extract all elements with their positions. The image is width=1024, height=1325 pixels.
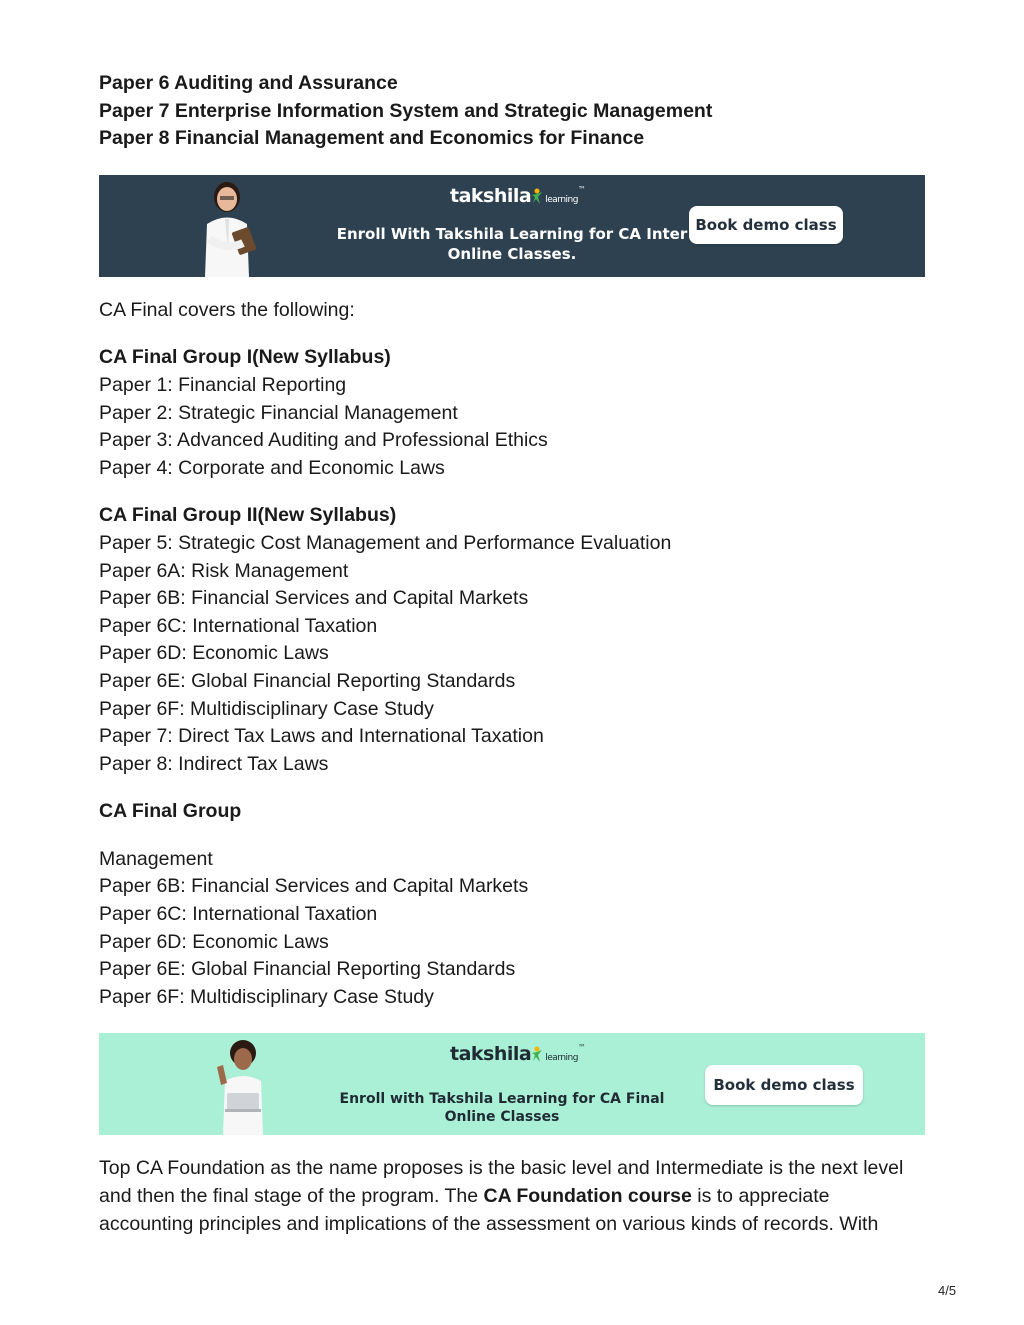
ca-final-enroll-banner[interactable] (99, 1033, 925, 1135)
paper-list-item: Management (99, 847, 213, 870)
paper-list-item: Paper 6C: International Taxation (99, 614, 378, 637)
paper-list-item: Paper 6B: Financial Services and Capital Markets (99, 875, 529, 898)
group-heading: CA Final Group I(New Syllabus) (99, 346, 391, 369)
takshila-logo: takshila learning™ (450, 1043, 586, 1066)
paper-list-item: Paper 8 Financial Management and Economics for Finance (99, 127, 645, 150)
paper-list-item: Paper 7 Enterprise Information System and Strategic Management (99, 99, 713, 122)
takshila-figure-icon (531, 188, 543, 204)
top-paper-list (99, 70, 925, 153)
paper-list-item: Paper 6F: Multidisciplinary Case Study (99, 697, 434, 720)
group-heading: CA Final Group II(New Syllabus) (99, 504, 397, 527)
paper-list-item: Paper 6E: Global Financial Reporting Standards (99, 958, 516, 981)
group2-section (99, 502, 925, 778)
banner-text-line: Online Classes (444, 1109, 560, 1126)
paper-list-item: Paper 6C: International Taxation (99, 903, 378, 926)
banner-text-line: Enroll with Takshila Learning for CA Final (339, 1091, 665, 1108)
banner-text (289, 224, 735, 264)
woman-with-laptop-image (207, 1037, 277, 1135)
paper-list-item: Paper 1: Financial Reporting (99, 373, 347, 396)
paper-list-item: Paper 6A: Risk Management (99, 559, 349, 582)
paper-list-item: Paper 6E: Global Financial Reporting Standards (99, 669, 516, 692)
ca-foundation-course-link[interactable]: CA Foundation course (483, 1185, 692, 1208)
paper-list-item: Paper 6F: Multidisciplinary Case Study (99, 985, 434, 1008)
paper-list-item: Paper 6D: Economic Laws (99, 930, 329, 953)
document-page (99, 70, 925, 1238)
ca-inter-enroll-banner[interactable] (99, 175, 925, 277)
paper-list-item: Paper 8: Indirect Tax Laws (99, 752, 329, 775)
paper-list-item: Paper 4: Corporate and Economic Laws (99, 456, 445, 479)
banner-text-line: Enroll With Takshila Learning for CA Inter (336, 224, 688, 243)
paper-list-item: Paper 2: Strategic Financial Management (99, 401, 458, 424)
page-number: 4/5 (938, 1283, 957, 1298)
paragraph-text: Top CA Foundation as the name proposes is the basic level and Intermediate is the next level and then the final stage of the program. The (99, 1157, 904, 1208)
paper-list-item: Paper 6D: Economic Laws (99, 642, 329, 665)
paper-list-item: Paper 7: Direct Tax Laws and International Taxation (99, 725, 544, 748)
paragraph-text: is to appreciate accounting principles and implications of the assessment on various kinds of records. With (99, 1185, 879, 1235)
paper-list-item: Paper 6 Auditing and Assurance (99, 72, 398, 94)
takshila-figure-icon (531, 1046, 543, 1062)
banner-text (279, 1090, 725, 1126)
banner-text-line: Online Classes. (447, 244, 577, 263)
woman-with-tablet-image (187, 179, 267, 277)
takshila-logo: takshila learning™ (450, 184, 586, 207)
group-heading: CA Final Group (99, 800, 242, 823)
group1-section (99, 344, 925, 482)
intro-text: CA Final covers the following: (99, 298, 355, 321)
group3-section (99, 846, 925, 1012)
paper-list-item: Paper 3: Advanced Auditing and Professional Ethics (99, 429, 548, 452)
book-demo-button[interactable]: Book demo class (705, 1065, 863, 1105)
closing-paragraph (99, 1155, 919, 1238)
book-demo-button[interactable]: Book demo class (689, 206, 843, 244)
paper-list-item: Paper 6B: Financial Services and Capital Markets (99, 587, 529, 610)
paper-list-item: Paper 5: Strategic Cost Management and Performance Evaluation (99, 531, 672, 554)
